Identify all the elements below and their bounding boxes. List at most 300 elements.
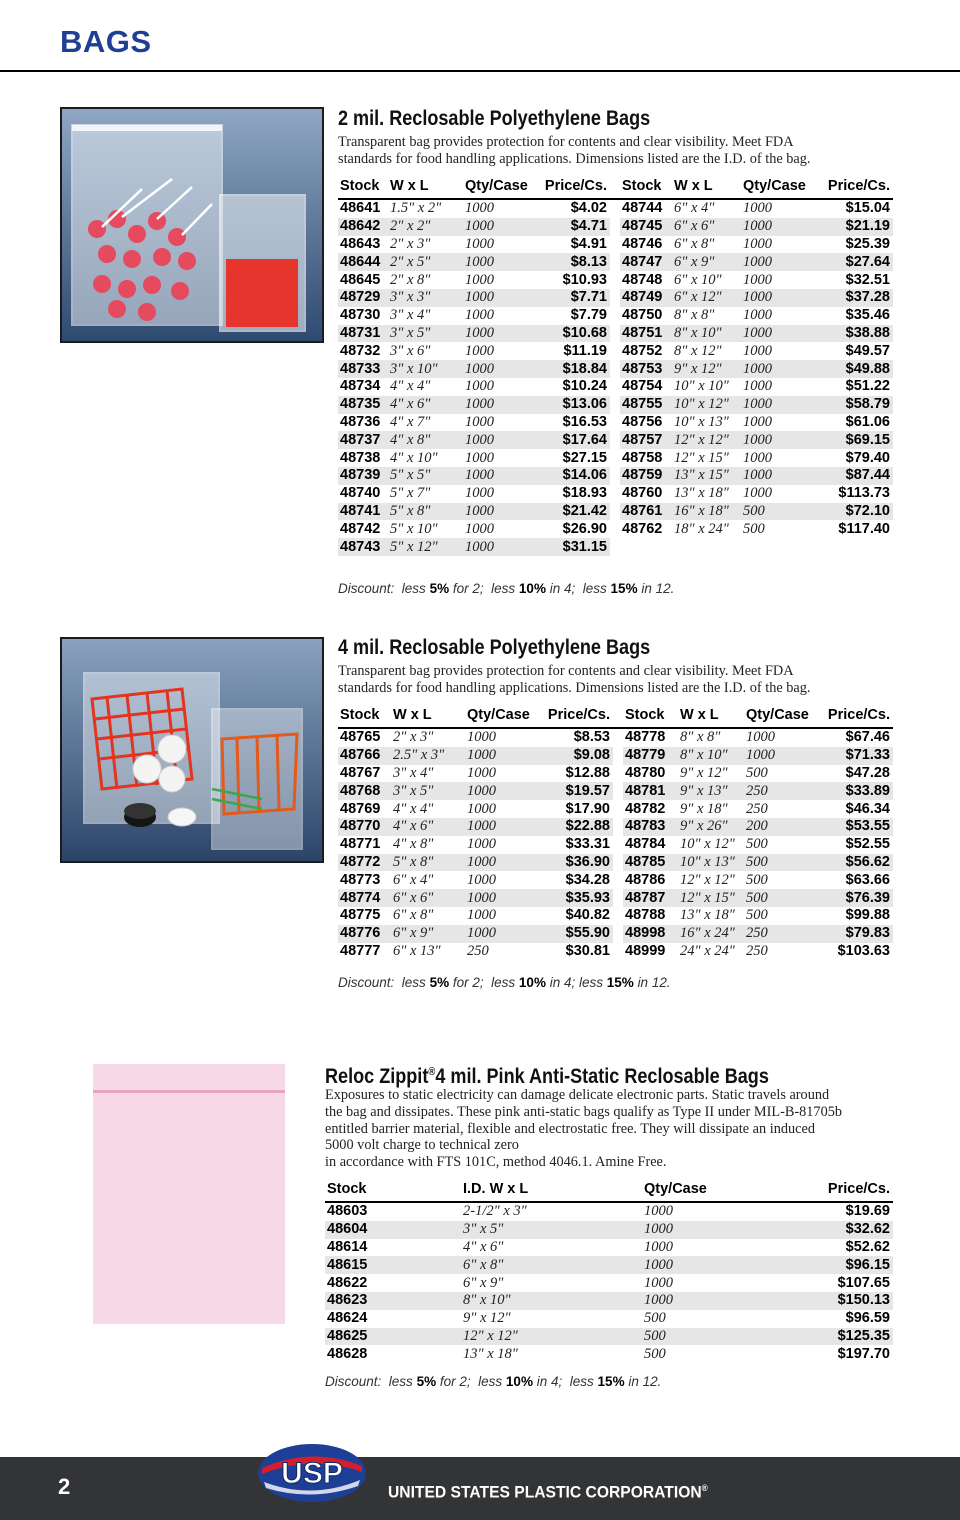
price-per-case: $8.13: [533, 253, 610, 271]
column-gap: [613, 765, 623, 783]
qty-per-case: 250: [746, 800, 768, 817]
stock-number: 48786: [625, 871, 666, 888]
price-per-case: $76.39: [817, 889, 893, 907]
column-gap: [610, 485, 620, 503]
table-row: [325, 1256, 893, 1274]
column-header-qty: Qty/Case: [741, 177, 816, 199]
price-per-case: $9.08: [535, 747, 613, 765]
qty-per-case: 1000: [463, 396, 533, 414]
qty-per-case: 1000: [465, 449, 494, 466]
bag-size: 6" x 8": [461, 1256, 642, 1274]
price-per-case: $18.84: [533, 360, 610, 378]
discount-note-antistatic: Discount: less 5% for 2; less 10% in 4; less 15% in 12.: [325, 1374, 662, 1389]
column-gap: [610, 503, 620, 521]
price-per-case: $15.04: [845, 200, 890, 217]
price-per-case: $21.42: [533, 503, 610, 521]
column-gap: [610, 467, 620, 485]
stock-number: 48614: [327, 1238, 368, 1255]
bag-size: 4" x 8": [388, 431, 463, 449]
bag-size: 4" x 6": [463, 1238, 504, 1255]
table-row: [338, 925, 893, 943]
table-row: [338, 325, 893, 343]
stock-number: 48779: [623, 747, 678, 765]
price-per-case: $72.10: [816, 503, 893, 521]
bag-size: 3" x 3": [388, 289, 463, 307]
stock-number: 48757: [620, 431, 672, 449]
bag-size: 6" x 6": [391, 889, 465, 907]
qty-per-case: 1000: [465, 200, 494, 217]
price-table-2mil: [338, 177, 893, 556]
column-gap: [613, 800, 623, 818]
bag-size: 2" x 8": [390, 271, 431, 288]
price-per-case: $34.28: [565, 871, 610, 888]
stock-number: 48729: [338, 289, 388, 307]
stock-number: 48781: [623, 782, 678, 800]
table-row: [338, 236, 893, 254]
stock-number: 48760: [622, 485, 663, 502]
column-gap: [610, 342, 620, 360]
bag-size: 5" x 8": [391, 854, 465, 872]
price-per-case: $4.02: [570, 200, 607, 217]
empty-cell: [741, 538, 816, 556]
bag-size: 4" x 7": [390, 413, 431, 430]
product-photo-pink-antistatic-bag: [93, 1064, 285, 1324]
qty-per-case: 500: [741, 503, 816, 521]
column-gap: [610, 520, 620, 538]
bag-size: 6" x 9": [391, 925, 465, 943]
table-row: [338, 396, 893, 414]
stock-number: 48749: [620, 289, 672, 307]
price-per-case: $103.63: [837, 942, 890, 959]
stock-number: 48780: [625, 764, 666, 781]
stock-number: 48755: [620, 396, 672, 414]
stock-number: 48643: [340, 235, 381, 252]
stock-number: 48762: [622, 520, 663, 537]
bag-size: 6" x 10": [674, 271, 722, 288]
bag-size: 2" x 3": [393, 729, 434, 746]
stock-number: 48756: [622, 413, 663, 430]
table-row: [325, 1221, 893, 1239]
column-gap: [610, 431, 620, 449]
column-gap: [610, 325, 620, 343]
bag-size: 4" x 4": [393, 800, 434, 817]
price-per-case: $21.19: [816, 218, 893, 236]
qty-per-case: 500: [746, 764, 768, 781]
product-description-4mil: Transparent bag provides protection for contents and clear visibility. Meet FDA standards for food handling applications. Dimensions listed are the I.D. of the bag.: [338, 663, 811, 696]
column-gap: [610, 271, 620, 289]
price-per-case: $19.69: [845, 1203, 890, 1220]
bag-size: 6" x 6": [672, 218, 741, 236]
table-row: [325, 1328, 893, 1346]
column-header-size: I.D. W x L: [461, 1180, 642, 1202]
price-per-case: $7.71: [533, 289, 610, 307]
bag-size: 10" x 12": [680, 836, 735, 853]
bag-size: 9" x 12": [680, 764, 728, 781]
stock-number: 48777: [340, 942, 381, 959]
stock-number: 48628: [327, 1345, 368, 1362]
qty-per-case: 1000: [741, 218, 816, 236]
bag-size: 3" x 10": [388, 360, 463, 378]
bag-size: 4" x 10": [390, 449, 438, 466]
price-per-case: $55.90: [535, 925, 613, 943]
qty-per-case: 1000: [463, 289, 533, 307]
price-table-4mil: [338, 706, 893, 960]
qty-per-case: 1000: [463, 431, 533, 449]
qty-per-case: 1000: [465, 925, 535, 943]
bag-size: 8" x 10": [672, 325, 741, 343]
column-header-qty: Qty/Case: [463, 177, 533, 199]
qty-per-case: 1000: [463, 360, 533, 378]
qty-per-case: 500: [744, 889, 817, 907]
price-per-case: $52.62: [845, 1238, 890, 1255]
price-per-case: $8.53: [573, 729, 610, 746]
stock-number: 48773: [340, 871, 381, 888]
stock-number: 48999: [625, 942, 666, 959]
price-per-case: $14.06: [533, 467, 610, 485]
price-per-case: $25.39: [845, 235, 890, 252]
bag-size: 10" x 13": [678, 854, 744, 872]
company-name: UNITED STATES PLASTIC CORPORATION®: [388, 1482, 708, 1502]
column-gap: [610, 414, 620, 432]
stock-number: 48642: [338, 218, 388, 236]
table-row: [338, 765, 893, 783]
qty-per-case: 1000: [467, 764, 496, 781]
qty-per-case: 1000: [467, 871, 496, 888]
bag-size: 16" x 24": [678, 925, 744, 943]
qty-per-case: 500: [642, 1328, 802, 1346]
bag-size: 2-1/2" x 3": [463, 1203, 527, 1220]
qty-per-case: 1000: [743, 413, 772, 430]
price-per-case: $38.88: [816, 325, 893, 343]
bag-size: 16" x 18": [672, 503, 741, 521]
qty-per-case: 1000: [743, 235, 772, 252]
empty-cell: [672, 538, 741, 556]
qty-per-case: 1000: [741, 289, 816, 307]
bag-size: 13" x 18": [674, 485, 729, 502]
column-gap: [610, 253, 620, 271]
bag-size: 10" x 13": [674, 413, 729, 430]
usp-logo: [256, 1442, 368, 1504]
stock-number: 48753: [620, 360, 672, 378]
bag-size: 5" x 8": [388, 503, 463, 521]
table-row: [338, 943, 893, 961]
stock-number: 48766: [338, 747, 391, 765]
column-header-price: Price/Cs.: [533, 177, 610, 199]
qty-per-case: 1000: [465, 747, 535, 765]
price-per-case: $61.06: [845, 413, 890, 430]
qty-per-case: 1000: [465, 307, 494, 324]
qty-per-case: 1000: [465, 271, 494, 288]
column-header-size: W x L: [388, 177, 463, 199]
table-header-row: [338, 706, 893, 728]
price-per-case: $96.59: [845, 1310, 890, 1327]
column-gap: [610, 218, 620, 236]
bag-size: 12" x 15": [678, 889, 744, 907]
column-header-price: Price/Cs.: [816, 177, 893, 199]
stock-number: 48782: [625, 800, 666, 817]
stock-number: 48748: [622, 271, 663, 288]
stock-number: 48751: [620, 325, 672, 343]
table-row: [338, 538, 893, 556]
price-per-case: $19.57: [535, 782, 613, 800]
table-row: [338, 871, 893, 889]
qty-per-case: 500: [746, 907, 768, 924]
product-description-antistatic: Exposures to static electricity can damage delicate electronic parts. Static travels around the bag and dissipates. These pink anti-static bags qualify as Type II under MIL-B-81705b entitled barrier material, flexible and electrostatic free. They will dissipate an induced 5000 volt charge to technical zero in accordance with FTS 101C, method 4046.1. Amine Free.: [325, 1087, 843, 1171]
table-header-row: [338, 177, 893, 199]
qty-per-case: 1000: [463, 253, 533, 271]
qty-per-case: 1000: [463, 218, 533, 236]
stock-number: 48761: [620, 503, 672, 521]
qty-per-case: 1000: [741, 325, 816, 343]
qty-per-case: 1000: [465, 818, 535, 836]
column-gap: [613, 871, 623, 889]
stock-number: 48744: [622, 200, 663, 217]
table-row: [338, 378, 893, 396]
section-title: BAGS: [60, 24, 152, 59]
qty-per-case: 1000: [741, 431, 816, 449]
stock-number: 48733: [338, 360, 388, 378]
price-table-antistatic: [325, 1180, 893, 1363]
column-gap: [613, 925, 623, 943]
price-per-case: $12.88: [565, 764, 610, 781]
qty-per-case: 1000: [741, 253, 816, 271]
bag-size: 6" x 9": [672, 253, 741, 271]
qty-per-case: 250: [746, 942, 768, 959]
price-per-case: $53.55: [817, 818, 893, 836]
column-gap: [610, 199, 620, 218]
price-per-case: $4.71: [533, 218, 610, 236]
bag-size: 8" x 12": [674, 342, 722, 359]
table-row: [338, 889, 893, 907]
bag-size: 12" x 12": [680, 871, 735, 888]
column-header-stock: Stock: [623, 706, 678, 728]
bag-size: 6" x 8": [674, 235, 715, 252]
qty-per-case: 1000: [746, 729, 775, 746]
qty-per-case: 1000: [465, 342, 494, 359]
stock-number: 48734: [340, 378, 381, 395]
page-number: 2: [58, 1474, 71, 1499]
table-row: [338, 467, 893, 485]
table-row: [325, 1202, 893, 1221]
bag-size: 6" x 13": [393, 942, 441, 959]
stock-number: 48644: [338, 253, 388, 271]
bag-size: 5" x 7": [390, 485, 431, 502]
bag-size: 8" x 10": [461, 1292, 642, 1310]
column-header-price: Price/Cs.: [535, 706, 613, 728]
table-row: [338, 907, 893, 925]
discount-note-2mil: Discount: less 5% for 2; less 10% in 4; less 15% in 12.: [338, 581, 675, 596]
column-gap: [613, 889, 623, 907]
table-row: [338, 747, 893, 765]
qty-per-case: 500: [746, 836, 768, 853]
bag-size: 9" x 18": [680, 800, 728, 817]
table-row: [338, 503, 893, 521]
stock-number: 48735: [338, 396, 388, 414]
bag-size: 6" x 4": [393, 871, 434, 888]
price-per-case: $32.51: [845, 271, 890, 288]
column-header-size: W x L: [391, 706, 465, 728]
qty-per-case: 1000: [465, 854, 535, 872]
qty-per-case: 1000: [744, 747, 817, 765]
price-per-case: $17.90: [565, 800, 610, 817]
qty-per-case: 1000: [463, 325, 533, 343]
bag-size: 4" x 8": [393, 836, 434, 853]
stock-number: 48783: [623, 818, 678, 836]
table-row: [325, 1239, 893, 1257]
price-per-case: $47.28: [845, 764, 890, 781]
qty-per-case: 1000: [644, 1274, 673, 1291]
price-per-case: $37.28: [816, 289, 893, 307]
product-title-4mil: 4 mil. Reclosable Polyethylene Bags: [338, 636, 651, 659]
stock-number: 48774: [338, 889, 391, 907]
zipper-seal: [93, 1090, 285, 1093]
price-per-case: $150.13: [802, 1292, 893, 1310]
bag-size: 4" x 6": [391, 818, 465, 836]
price-per-case: $35.46: [845, 307, 890, 324]
bags-with-parts-illustration: [62, 639, 322, 861]
stock-number: 48730: [340, 307, 381, 324]
price-per-case: $51.22: [845, 378, 890, 395]
price-per-case: $40.82: [565, 907, 610, 924]
table-row: [338, 307, 893, 325]
stock-number: 48788: [625, 907, 666, 924]
bag-size: 8" x 8": [674, 307, 715, 324]
bag-size: 3" x 5": [461, 1221, 642, 1239]
price-per-case: $31.15: [533, 538, 610, 556]
column-gap: [610, 538, 620, 556]
stock-number: 48746: [622, 235, 663, 252]
stock-number: 48758: [622, 449, 663, 466]
bag-size: 10" x 10": [674, 378, 729, 395]
stock-number: 48785: [623, 854, 678, 872]
bag-size: 3" x 6": [390, 342, 431, 359]
page-header: [0, 0, 960, 72]
qty-per-case: 1000: [463, 538, 533, 556]
bag-size: 2" x 5": [388, 253, 463, 271]
qty-per-case: 1000: [743, 271, 772, 288]
stock-number: 48784: [625, 836, 666, 853]
bag-size: 8" x 10": [678, 747, 744, 765]
price-per-case: $22.88: [535, 818, 613, 836]
stock-number: 48767: [340, 764, 381, 781]
column-gap: [613, 782, 623, 800]
bag-size: 9" x 13": [678, 782, 744, 800]
stock-number: 48776: [338, 925, 391, 943]
stock-number: 48759: [620, 467, 672, 485]
stock-number: 48775: [340, 907, 381, 924]
column-gap: [610, 378, 620, 396]
stock-number: 48745: [620, 218, 672, 236]
table-row: [338, 449, 893, 467]
stock-number: 48739: [338, 467, 388, 485]
price-per-case: $10.24: [562, 378, 607, 395]
price-per-case: $35.93: [535, 889, 613, 907]
table-row: [325, 1345, 893, 1363]
price-per-case: $13.06: [533, 396, 610, 414]
table-row: [338, 271, 893, 289]
stock-number: 48750: [622, 307, 663, 324]
price-per-case: $87.44: [816, 467, 893, 485]
price-per-case: $125.35: [802, 1328, 893, 1346]
bag-size: 4" x 6": [388, 396, 463, 414]
qty-per-case: 250: [467, 942, 489, 959]
table-row: [338, 728, 893, 747]
column-header-stock: Stock: [325, 1180, 461, 1202]
table-row: [338, 360, 893, 378]
column-gap: [613, 728, 623, 747]
stock-number: 48787: [623, 889, 678, 907]
table-row: [338, 253, 893, 271]
column-gap: [610, 289, 620, 307]
stock-number: 48769: [340, 800, 381, 817]
column-header-size: W x L: [672, 177, 741, 199]
price-per-case: $30.81: [565, 942, 610, 959]
column-gap: [613, 907, 623, 925]
column-gap: [610, 449, 620, 467]
column-gap: [610, 360, 620, 378]
stock-number: 48623: [325, 1292, 461, 1310]
column-header-stock: Stock: [338, 706, 391, 728]
column-header-size: W x L: [678, 706, 744, 728]
bag-size: 3" x 5": [391, 782, 465, 800]
product-title-antistatic: Reloc Zippit®4 mil. Pink Anti-Static Reclosable Bags: [325, 1065, 769, 1088]
stock-number: 48731: [338, 325, 388, 343]
table-row: [338, 431, 893, 449]
column-gap: [613, 854, 623, 872]
stock-number: 48603: [327, 1203, 368, 1220]
qty-per-case: 1000: [465, 520, 494, 537]
bag-size: 8" x 8": [680, 729, 721, 746]
bag-size: 5" x 12": [388, 538, 463, 556]
bag-size: 3" x 4": [393, 764, 434, 781]
price-per-case: $11.19: [563, 342, 607, 359]
stock-number: 48740: [340, 485, 381, 502]
qty-per-case: 200: [744, 818, 817, 836]
bag-size: 13" x 15": [672, 467, 741, 485]
price-per-case: $63.66: [845, 871, 890, 888]
price-per-case: $36.90: [535, 854, 613, 872]
price-per-case: $33.31: [565, 836, 610, 853]
bag-size: 6" x 9": [463, 1274, 504, 1291]
column-gap: [613, 943, 623, 961]
column-gap: [613, 818, 623, 836]
stock-number: 48754: [622, 378, 663, 395]
qty-per-case: 1000: [465, 889, 535, 907]
qty-per-case: 1000: [743, 342, 772, 359]
column-gap: [610, 236, 620, 254]
qty-per-case: 500: [644, 1310, 666, 1327]
qty-per-case: 1000: [467, 907, 496, 924]
stock-number: 48741: [338, 503, 388, 521]
table-row: [338, 818, 893, 836]
qty-per-case: 1000: [465, 413, 494, 430]
column-gap: [610, 396, 620, 414]
price-per-case: $27.64: [816, 253, 893, 271]
table-row: [338, 414, 893, 432]
price-per-case: $79.83: [817, 925, 893, 943]
price-per-case: $33.89: [817, 782, 893, 800]
qty-per-case: 1000: [644, 1238, 673, 1255]
price-per-case: $26.90: [562, 520, 607, 537]
price-per-case: $7.79: [570, 307, 607, 324]
stock-number: 48737: [338, 431, 388, 449]
price-per-case: $49.88: [816, 360, 893, 378]
stock-number: 48615: [325, 1256, 461, 1274]
column-header-stock: Stock: [620, 177, 672, 199]
bag-size: 6" x 4": [674, 200, 715, 217]
column-header-qty: Qty/Case: [642, 1180, 802, 1202]
stock-number: 48747: [620, 253, 672, 271]
